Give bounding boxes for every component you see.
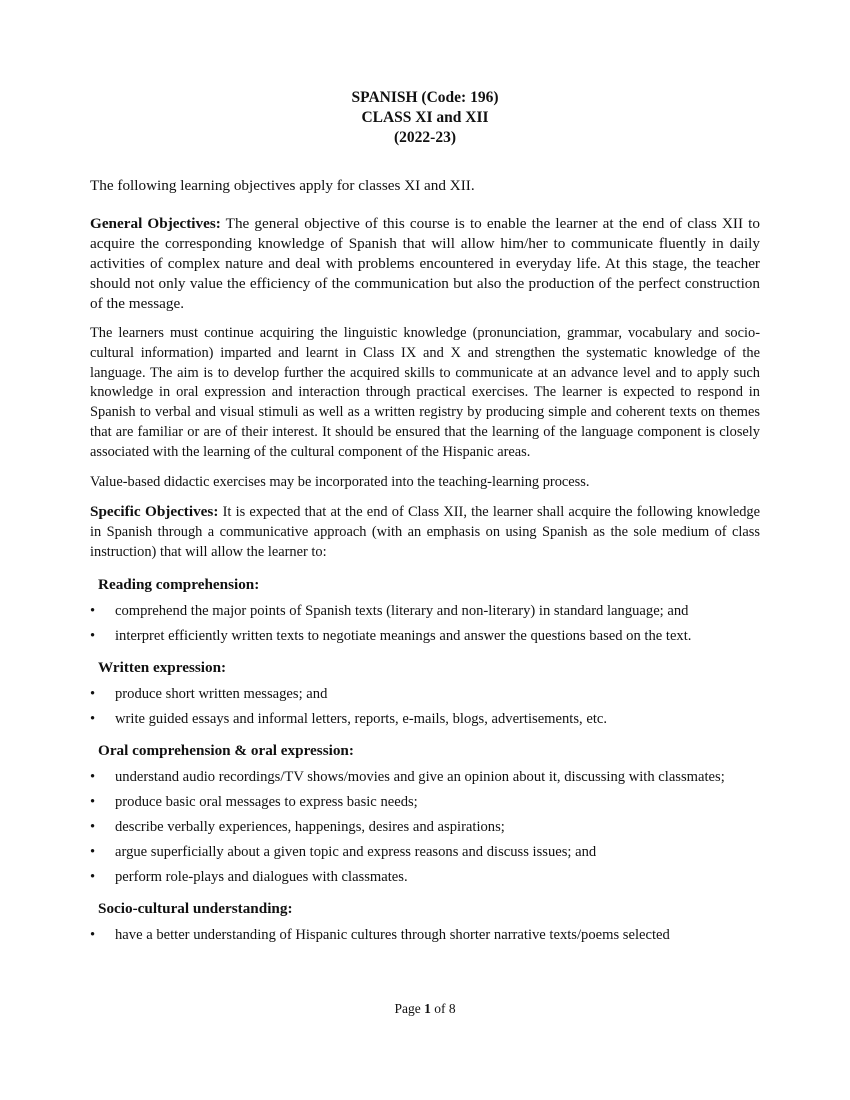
list-item xyxy=(90,626,760,646)
list-item-text: argue superficially about a given topic and express reasons and discuss issues; and xyxy=(115,843,597,860)
list-item xyxy=(90,867,760,887)
value-based-paragraph: Value-based didactic exercises may be incorporated into the teaching-learning process. xyxy=(90,473,590,490)
document-body xyxy=(90,176,760,950)
page-current: 1 xyxy=(424,1001,431,1016)
socio-cultural-objectives-list xyxy=(90,925,760,945)
list-item xyxy=(90,842,760,862)
bullet-icon: • xyxy=(90,926,96,943)
bullet-icon: • xyxy=(90,818,96,835)
list-item xyxy=(90,601,760,621)
specific-objectives-text: It is expected that at the end of Class XII, the learner shall acquire the following knowledge in Spanish through a communicative approach (with an emphasis on using Spanish as the sole medium of class instruction) that will allow the learner to: xyxy=(90,504,760,560)
section-heading-reading: Reading comprehension: xyxy=(98,575,260,593)
written-objectives-list xyxy=(90,684,760,729)
list-item-text: describe verbally experiences, happenings, desires and aspirations; xyxy=(115,818,505,835)
page-footer xyxy=(0,1001,850,1017)
title-class: CLASS XI and XII xyxy=(361,109,489,126)
title-subject: SPANISH (Code: 196) xyxy=(351,89,499,106)
page-label: Page xyxy=(394,1001,425,1016)
list-item-text: comprehend the major points of Spanish texts (literary and non-literary) in standard language; and xyxy=(115,602,689,619)
bullet-icon: • xyxy=(90,768,96,785)
list-item xyxy=(90,684,760,704)
bullet-icon: • xyxy=(90,602,96,619)
list-item xyxy=(90,925,760,945)
list-item-text: perform role-plays and dialogues with classmates. xyxy=(115,868,408,885)
general-objectives-label: General Objectives: xyxy=(90,215,221,232)
bullet-icon: • xyxy=(90,868,96,885)
list-item-text: produce short written messages; and xyxy=(115,685,328,702)
list-item-text: produce basic oral messages to express basic needs; xyxy=(115,793,418,810)
section-heading-oral: Oral comprehension & oral expression: xyxy=(98,741,354,759)
bullet-icon: • xyxy=(90,843,96,860)
document-title xyxy=(0,88,850,148)
general-objectives-paragraph xyxy=(90,214,760,314)
general-objectives-text: The general objective of this course is to enable the learner at the end of class XII to acquire the corresponding knowledge of Spanish that will allow him/her to communicate fluently in daily activities of complex nature and deal with problems encountered in everyday life. At this stage, the teacher should not only value the efficiency of the communication but also the production of the perfect construction of the message. xyxy=(90,215,760,312)
list-item xyxy=(90,767,773,787)
list-item xyxy=(90,709,760,729)
bullet-icon: • xyxy=(90,627,96,644)
linguistic-knowledge-paragraph: The learners must continue acquiring the linguistic knowledge (pronunciation, grammar, vocabulary and socio-cultural information) imparted and learnt in Class IX and X and strengthen the systematic knowledge of the language. The aim is to develop further the acquired skills to communicate at an advance level and to apply such knowledge in oral expression and interaction through practical exercises. The learner is expected to respond in Spanish to verbal and visual stimuli as well as a written registry by producing simple and coherent texts on themes that are familiar or are of their interest. It should be ensured that the learning of the language component is closely associated with the learning of the cultural component of the Hispanic areas. xyxy=(90,325,760,460)
intro-paragraph: The following learning objectives apply for classes XI and XII. xyxy=(90,177,475,194)
bullet-icon: • xyxy=(90,710,96,727)
list-item xyxy=(90,817,760,837)
section-heading-socio-cultural: Socio-cultural understanding: xyxy=(98,899,293,917)
oral-objectives-list xyxy=(90,767,760,887)
bullet-icon: • xyxy=(90,685,96,702)
title-year: (2022-23) xyxy=(394,129,456,146)
page-total: 8 xyxy=(448,1001,456,1016)
list-item-text: have a better understanding of Hispanic cultures through shorter narrative texts/poems selected xyxy=(115,926,670,943)
reading-objectives-list xyxy=(90,601,760,646)
list-item-text: interpret efficiently written texts to negotiate meanings and answer the questions based on the text. xyxy=(115,627,692,644)
specific-objectives-label: Specific Objectives: xyxy=(90,503,219,521)
bullet-icon: • xyxy=(90,793,96,810)
list-item-text: write guided essays and informal letters, reports, e-mails, blogs, advertisements, etc. xyxy=(115,710,607,727)
section-heading-written: Written expression: xyxy=(98,658,227,676)
page-of-label: of xyxy=(430,1001,449,1016)
list-item xyxy=(90,792,760,812)
list-item-text: understand audio recordings/TV shows/movies and give an opinion about it, discussing with classmates; xyxy=(115,768,725,785)
specific-objectives-paragraph xyxy=(90,502,760,562)
